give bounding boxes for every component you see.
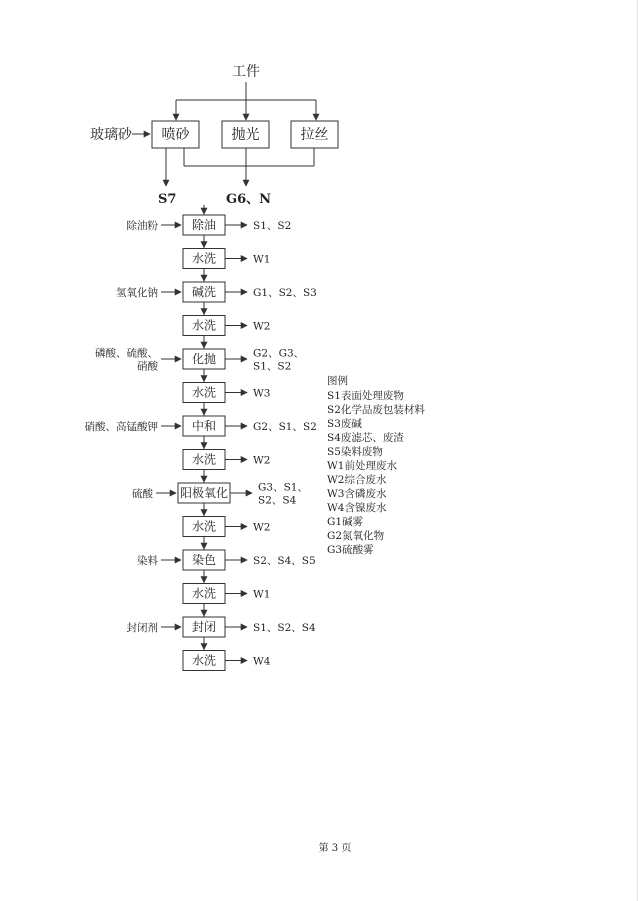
legend-item: G3硫酸雾: [327, 544, 374, 556]
output-label: S2、S4: [258, 494, 297, 507]
step-label: 水洗: [191, 586, 217, 601]
input-label: 除油粉: [126, 220, 158, 232]
legend-item: G2氮氧化物: [327, 530, 385, 542]
step-label: 中和: [191, 419, 217, 433]
process-step: [137, 537, 316, 571]
process-step: [183, 436, 270, 470]
process-step: [183, 570, 270, 604]
process-step: [183, 637, 271, 671]
input-label: 染料: [137, 555, 158, 567]
legend-item: S3废碱: [327, 418, 362, 430]
sandblast-label: 喷砂: [161, 127, 190, 143]
legend-item: G1碱雾: [327, 516, 364, 528]
step-label: 水洗: [191, 318, 217, 333]
input-label: 氢氧化钠: [116, 287, 158, 299]
output-label: G2、S1、S2: [253, 421, 317, 433]
process-step: [127, 215, 292, 235]
output-label: W2: [253, 320, 271, 333]
legend: [327, 374, 425, 556]
step-label: 染色: [191, 553, 217, 567]
output-label: S2、S4、S5: [253, 555, 316, 567]
polish-label: 抛光: [231, 127, 260, 143]
step-label: 化抛: [191, 352, 217, 366]
legend-item: W2综合废水: [327, 474, 387, 486]
step-label: 碱洗: [191, 285, 217, 299]
process-step: [183, 369, 270, 403]
legend-item: S4废滤芯、废渣: [327, 432, 404, 444]
output-label: G2、G3、: [253, 347, 305, 360]
step-label: 水洗: [191, 519, 217, 534]
process-step: [127, 604, 316, 638]
step-label: 水洗: [191, 653, 217, 668]
page-number: 第 3 页: [318, 843, 352, 854]
brush-label: 拉丝: [300, 127, 329, 143]
output-label: G1、S2、S3: [253, 287, 317, 299]
output-label: W1: [253, 253, 271, 266]
process-step: [183, 302, 270, 336]
output-label: S1、S2、S4: [253, 622, 316, 634]
polish-box: [222, 121, 269, 148]
output-g6n: G6、N: [226, 192, 272, 207]
output-label: W3: [253, 387, 271, 400]
output-label: S1、S2: [253, 360, 292, 373]
step-label: 水洗: [191, 251, 217, 266]
process-step: [85, 403, 317, 437]
process-step: [183, 503, 270, 537]
brush-box: [291, 121, 338, 148]
output-label: W4: [253, 655, 271, 668]
process-steps: [85, 205, 317, 671]
step-label: 除油: [191, 218, 217, 232]
step-label: 水洗: [191, 452, 217, 467]
output-label: W2: [253, 454, 271, 467]
input-label: 磷酸、硫酸、: [95, 347, 158, 360]
process-step: [183, 235, 270, 269]
legend-title: 图例: [327, 375, 348, 387]
output-s7: S7: [158, 192, 177, 207]
output-label: S1、S2: [253, 220, 292, 232]
input-label: 硫酸: [132, 488, 153, 500]
step-label: 阳极氧化: [179, 486, 229, 500]
legend-item: W4含镍废水: [327, 502, 387, 514]
step-label: 水洗: [191, 385, 217, 400]
output-label: G3、S1、: [258, 481, 308, 494]
legend-item: S5染料废物: [327, 446, 383, 458]
output-label: W1: [253, 588, 271, 601]
glass-sand-label: 玻璃砂: [90, 127, 132, 143]
output-label: W2: [253, 521, 271, 534]
input-label: 硝酸、高锰酸钾: [84, 421, 158, 433]
input-label: 封闭剂: [126, 622, 158, 634]
legend-item: W1前处理废水: [327, 460, 397, 472]
process-step: [132, 470, 308, 507]
process-step: [95, 336, 304, 373]
step-label: 封闭: [191, 620, 217, 634]
input-label: 硝酸: [137, 360, 158, 373]
legend-item: S1表面处理废物: [327, 390, 404, 402]
sandblast-box: [152, 121, 199, 148]
process-step: [116, 269, 317, 303]
workpiece-label: 工件: [232, 64, 260, 80]
legend-item: S2化学品废包装材料: [327, 404, 425, 416]
legend-item: W3含磷废水: [327, 488, 387, 500]
